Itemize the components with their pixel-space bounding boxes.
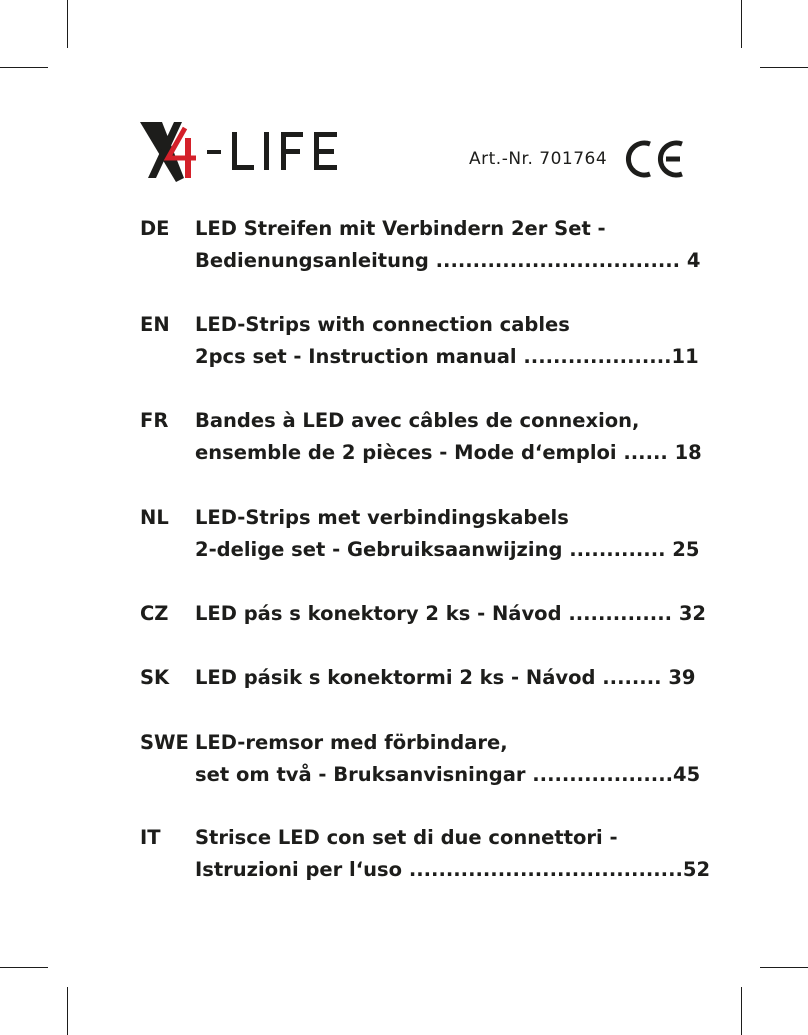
ce-mark-icon <box>622 138 686 180</box>
crop-mark-top-right-horizontal <box>760 67 808 68</box>
toc-line: Bedienungsanleitung ................................. 4 <box>195 249 701 272</box>
crop-mark-bottom-right-vertical <box>741 987 742 1035</box>
crop-mark-bottom-left-vertical <box>67 987 68 1035</box>
x4-life-logo-icon <box>138 114 348 188</box>
toc-line: 2pcs set - Instruction manual ....................11 <box>195 345 699 368</box>
language-code: SWE <box>140 731 189 754</box>
toc-line: Istruzioni per l‘uso .....................................52 <box>195 858 711 881</box>
toc-line: LED-remsor med förbindare, <box>195 731 508 754</box>
brand-logo <box>138 114 348 188</box>
language-code: SK <box>140 666 170 689</box>
toc-line: set om två - Bruksanvisningar ...................45 <box>195 763 701 786</box>
crop-mark-top-left-horizontal <box>0 67 48 68</box>
crop-mark-bottom-right-horizontal <box>760 967 808 968</box>
crop-mark-top-left-vertical <box>67 0 68 48</box>
toc-line: ensemble de 2 pièces - Mode d‘emploi ...... 18 <box>195 441 702 464</box>
toc-line: LED-Strips met verbindingskabels <box>195 506 569 529</box>
language-code: FR <box>140 409 169 432</box>
toc-line: Strisce LED con set di due connettori - <box>195 826 618 849</box>
language-code: DE <box>140 217 170 240</box>
toc-line: LED-Strips with connection cables <box>195 313 570 336</box>
article-number: Art.-Nr. 701764 <box>469 149 608 169</box>
language-code: EN <box>140 313 170 336</box>
toc-line: LED pás s konektory 2 ks - Návod .............. 32 <box>195 602 706 625</box>
toc-line: 2-delige set - Gebruiksaanwijzing ............. 25 <box>195 538 700 561</box>
toc-line: LED Streifen mit Verbindern 2er Set - <box>195 217 606 240</box>
language-code: IT <box>140 826 161 849</box>
language-code: NL <box>140 506 169 529</box>
crop-mark-bottom-left-horizontal <box>0 967 48 968</box>
crop-mark-top-right-vertical <box>741 0 742 48</box>
toc-line: Bandes à LED avec câbles de connexion, <box>195 409 640 432</box>
language-code: CZ <box>140 602 169 625</box>
toc-line: LED pásik s konektormi 2 ks - Návod ........ 39 <box>195 666 696 689</box>
